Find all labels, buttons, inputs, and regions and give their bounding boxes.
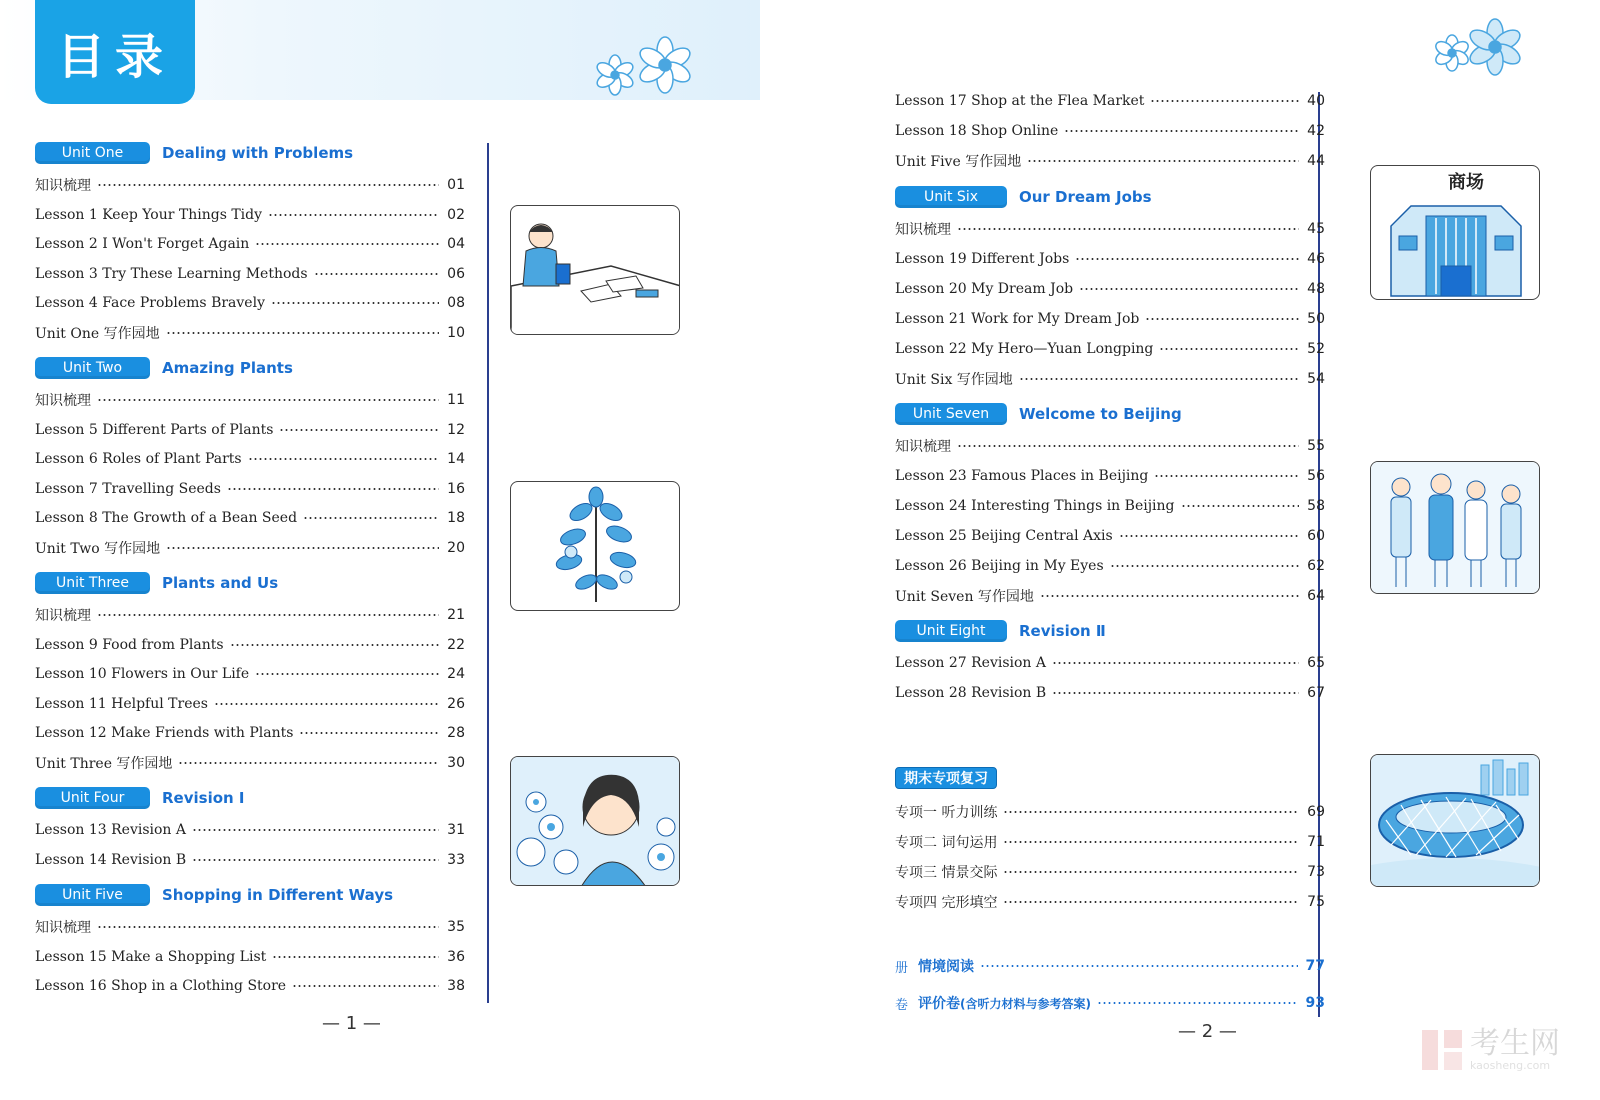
toc-row-label: Lesson 16 Shop in a Clothing Store (35, 978, 287, 994)
dot-leader (248, 458, 440, 460)
mall-building-icon (1371, 166, 1540, 300)
review-row[interactable] (895, 891, 1325, 913)
toc-row-label: Lesson 14 Revision B (35, 851, 187, 868)
unit-header[interactable] (35, 141, 353, 165)
toc-row-page: 56 (1307, 468, 1325, 484)
dot-leader (166, 332, 440, 334)
unit-title: Shopping in Different Ways (162, 886, 394, 904)
toc-row-page: 12 (447, 421, 465, 438)
illustration-plant (510, 481, 680, 611)
unit-pill: Unit One (35, 142, 150, 164)
toc-row[interactable] (35, 604, 465, 626)
toc-row-page: 48 (1307, 281, 1325, 297)
toc-row-label: Unit Two 写作园地 (35, 540, 161, 557)
dot-leader (1052, 662, 1299, 664)
toc-row-label: Lesson 10 Flowers in Our Life (35, 666, 250, 682)
dot-leader (957, 445, 1299, 447)
toc-row[interactable] (35, 322, 465, 344)
unit-pill: Unit Two (35, 357, 150, 379)
unit-title: Plants and Us (162, 574, 279, 592)
dot-leader (314, 273, 440, 275)
toc-row[interactable] (895, 338, 1325, 360)
watermark-text: 考生网 (1470, 1025, 1560, 1061)
bean-plant-icon (511, 482, 680, 611)
dot-leader (1150, 100, 1299, 102)
toc-row-page: 04 (447, 236, 465, 252)
toc-row[interactable] (895, 120, 1325, 142)
dot-leader (230, 644, 440, 646)
toc-row[interactable] (35, 292, 465, 314)
toc-row[interactable] (895, 90, 1325, 112)
dot-leader (97, 399, 439, 401)
toc-row[interactable] (895, 465, 1325, 487)
toc-row-page: 10 (447, 324, 465, 341)
toc-row[interactable] (895, 278, 1325, 300)
girl-flowers-icon (511, 757, 680, 886)
dot-leader (1097, 1002, 1298, 1004)
toc-row-label: Lesson 23 Famous Places in Beijing (895, 468, 1149, 484)
toc-row[interactable] (895, 652, 1325, 674)
toc-row-label: 专项三 情景交际 (895, 865, 998, 881)
extra-label-note: (含听力材料与参考答案) (960, 997, 1091, 1011)
unit-pill: Unit Three (35, 572, 150, 594)
illustration-people (1370, 461, 1540, 594)
dot-leader (1181, 505, 1300, 507)
toc-row-label: Lesson 3 Try These Learning Methods (35, 265, 308, 282)
toc-row-label: Unit Seven 写作园地 (895, 589, 1034, 605)
extra-page: 93 (1305, 995, 1325, 1011)
toc-row[interactable] (35, 975, 465, 997)
toc-row-label: Lesson 20 My Dream Job (895, 281, 1074, 297)
unit-header[interactable] (895, 185, 1152, 209)
toc-row-label: Lesson 8 The Growth of a Bean Seed (35, 510, 298, 526)
dot-leader (1003, 841, 1299, 843)
dot-leader (255, 243, 439, 245)
review-row[interactable] (895, 861, 1325, 883)
toc-row[interactable] (35, 849, 465, 871)
dot-leader (1145, 318, 1299, 320)
toc-row[interactable] (35, 537, 465, 559)
toc-row[interactable] (35, 419, 465, 441)
toc-row[interactable] (895, 308, 1325, 330)
extra-label (918, 956, 978, 976)
people-group-icon (1371, 462, 1540, 594)
toc-row-label: Lesson 22 My Hero—Yuan Longping (895, 341, 1154, 357)
toc-row-page: 02 (447, 206, 465, 223)
unit-title: Amazing Plants (162, 359, 293, 377)
dot-leader (268, 214, 439, 216)
unit-title: Welcome to Beijing (1019, 405, 1182, 423)
illustration-birds-nest-stadium (1370, 754, 1540, 887)
toc-row[interactable] (35, 233, 465, 255)
toc-row-page: 52 (1307, 341, 1325, 357)
unit-pill: Unit Six (895, 186, 1007, 208)
toc-row-label: Lesson 18 Shop Online (895, 123, 1059, 139)
dot-leader (957, 228, 1299, 230)
extra-mark: 卷 (895, 997, 909, 1013)
toc-row-label: 知识梳理 (35, 393, 91, 409)
boy-desk-icon (511, 206, 680, 335)
toc-row-label: Lesson 17 Shop at the Flea Market (895, 93, 1145, 109)
unit-pill: Unit Seven (895, 403, 1007, 425)
dot-leader (214, 703, 439, 705)
toc-row-page: 55 (1307, 438, 1325, 454)
toc-row-label: 知识梳理 (35, 178, 91, 194)
dot-leader (1075, 258, 1299, 260)
toc-row[interactable] (895, 248, 1325, 270)
toc-row-label: 知识梳理 (895, 222, 951, 238)
unit-header[interactable] (35, 786, 245, 810)
toc-row-page: 24 (447, 666, 465, 682)
unit-pill: Unit Four (35, 787, 150, 809)
toc-row-label: Unit Three 写作园地 (35, 755, 173, 772)
toc-row-label: 知识梳理 (35, 920, 91, 936)
dot-leader (303, 517, 439, 519)
toc-row-page: 42 (1307, 123, 1325, 139)
toc-row-label: Lesson 24 Interesting Things in Beijing (895, 498, 1175, 514)
toc-row[interactable] (895, 585, 1325, 607)
dot-leader (192, 859, 439, 861)
dot-leader (1159, 348, 1299, 350)
toc-row-page: 06 (447, 265, 465, 282)
extra-label-text: 情境阅读 (918, 959, 975, 975)
toc-row-label: 专项一 听力训练 (895, 805, 998, 821)
toc-row-page: 69 (1307, 804, 1325, 820)
unit-title: Dealing with Problems (162, 144, 354, 162)
mall-sign-text: 商场 (1448, 172, 1484, 193)
toc-row-page: 65 (1307, 655, 1325, 671)
toc-row-label: 知识梳理 (895, 439, 951, 455)
toc-row-page: 73 (1307, 864, 1325, 880)
page-number-right: — 2 — (1178, 1021, 1237, 1042)
toc-row[interactable] (35, 478, 465, 500)
toc-row-label: Lesson 27 Revision A (895, 655, 1046, 671)
toc-row-label: Lesson 12 Make Friends with Plants (35, 725, 294, 741)
toc-row-page: 45 (1307, 221, 1325, 237)
toc-row-page: 38 (447, 978, 465, 994)
dot-leader (227, 488, 439, 490)
unit-pill: Unit Five (35, 884, 150, 906)
toc-row-page: 75 (1307, 894, 1325, 910)
toc-row[interactable] (35, 722, 465, 744)
dot-leader (1040, 595, 1299, 597)
toc-row[interactable] (35, 634, 465, 656)
toc-row-page: 30 (447, 754, 465, 771)
toc-row[interactable] (895, 682, 1325, 704)
toc-row-page: 28 (447, 725, 465, 741)
toc-row[interactable] (35, 507, 465, 529)
toc-row-page: 54 (1307, 371, 1325, 387)
unit-title: Our Dream Jobs (1019, 188, 1152, 206)
stadium-icon (1371, 755, 1540, 887)
toc-row[interactable] (35, 916, 465, 938)
illustration-girl-flowers (510, 756, 680, 886)
unit-title: Revision Ⅰ (162, 789, 245, 807)
unit-header[interactable] (895, 402, 1182, 426)
unit-header[interactable] (35, 356, 293, 380)
dot-leader (1064, 130, 1299, 132)
toc-row-label: Lesson 13 Revision A (35, 822, 186, 838)
dot-leader (1003, 811, 1299, 813)
watermark-logo-icon (1420, 1028, 1464, 1072)
extra-label (918, 993, 1095, 1013)
left-toc-column (35, 0, 465, 1040)
toc-row-label: Lesson 21 Work for My Dream Job (895, 311, 1140, 327)
dot-leader (1019, 378, 1299, 380)
toc-row-label: Lesson 4 Face Problems Bravely (35, 295, 265, 311)
illustration-mall (1370, 165, 1540, 300)
dot-leader (1110, 565, 1300, 567)
dot-leader (97, 184, 439, 186)
review-row[interactable] (895, 801, 1325, 823)
dot-leader (292, 985, 439, 987)
toc-row-label: Lesson 2 I Won't Forget Again (35, 236, 250, 252)
toc-row-page: 46 (1307, 251, 1325, 267)
toc-row-page: 44 (1307, 153, 1325, 169)
dot-leader (178, 762, 439, 764)
dot-leader (1052, 692, 1299, 694)
left-divider (487, 143, 489, 1003)
toc-row-page: 01 (447, 177, 465, 193)
page-title: 目录 (56, 28, 173, 85)
dot-leader (1003, 871, 1299, 873)
toc-row-page: 62 (1307, 558, 1325, 574)
dot-leader (97, 614, 439, 616)
toc-row[interactable] (895, 368, 1325, 390)
toc-row[interactable] (35, 752, 465, 774)
toc-row-page: 67 (1307, 685, 1325, 701)
toc-row[interactable] (35, 263, 465, 285)
unit-header[interactable] (35, 571, 278, 595)
dot-leader (272, 956, 439, 958)
toc-row-label: 专项四 完形填空 (895, 895, 998, 911)
unit-pill: Unit Eight (895, 620, 1007, 642)
toc-row-label: Lesson 9 Food from Plants (35, 636, 224, 653)
dot-leader (97, 926, 439, 928)
toc-row-page: 21 (447, 607, 465, 623)
toc-row-page: 31 (447, 822, 465, 838)
toc-row-page: 58 (1307, 498, 1325, 514)
dot-leader (271, 302, 439, 304)
toc-row[interactable] (35, 389, 465, 411)
toc-row-page: 35 (447, 919, 465, 935)
toc-row[interactable] (895, 525, 1325, 547)
toc-row[interactable] (35, 819, 465, 841)
toc-row-page: 11 (447, 392, 465, 408)
unit-header[interactable] (895, 619, 1106, 643)
dot-leader (1027, 160, 1299, 162)
toc-row-label: Lesson 26 Beijing in My Eyes (895, 558, 1104, 574)
toc-row-page: 18 (447, 510, 465, 526)
toc-row[interactable] (35, 448, 465, 470)
extra-label-text: 评价卷 (918, 996, 961, 1012)
toc-row[interactable] (35, 663, 465, 685)
toc-row[interactable] (895, 435, 1325, 457)
dot-leader (166, 547, 439, 549)
extra-row[interactable] (895, 992, 1325, 1014)
toc-row-label: Lesson 7 Travelling Seeds (35, 480, 221, 497)
toc-row-label: 专项二 词句运用 (895, 835, 998, 851)
watermark (1420, 1025, 1560, 1072)
toc-row[interactable] (895, 150, 1325, 172)
toc-row-label: 知识梳理 (35, 608, 91, 624)
toc-row-label: Lesson 6 Roles of Plant Parts (35, 451, 242, 467)
toc-row-label: Lesson 15 Make a Shopping List (35, 948, 267, 965)
toc-row[interactable] (35, 204, 465, 226)
flower-decoration-icon (585, 30, 705, 100)
dot-leader (299, 732, 439, 734)
dot-leader (1154, 475, 1299, 477)
toc-row-page: 33 (447, 851, 465, 868)
toc-row-label: Lesson 11 Helpful Trees (35, 695, 208, 712)
toc-row[interactable] (895, 555, 1325, 577)
toc-row-page: 26 (447, 695, 465, 712)
right-toc-column (895, 0, 1325, 1040)
unit-title: Revision Ⅱ (1019, 622, 1106, 640)
watermark-sub: kaosheng.com (1470, 1058, 1551, 1072)
toc-row-page: 14 (447, 451, 465, 467)
toc-row-page: 20 (447, 539, 465, 556)
toc-row[interactable] (35, 946, 465, 968)
dot-leader (279, 429, 439, 431)
toc-row-label: Lesson 25 Beijing Central Axis (895, 528, 1113, 544)
dot-leader (1079, 288, 1299, 290)
toc-row-page: 36 (447, 948, 465, 965)
dot-leader (980, 965, 1298, 967)
toc-row-label: Unit Five 写作园地 (895, 154, 1022, 170)
toc-row-label: Lesson 5 Different Parts of Plants (35, 421, 274, 438)
toc-row-page: 40 (1307, 93, 1325, 109)
toc-row[interactable] (895, 218, 1325, 240)
toc-row-label: Lesson 19 Different Jobs (895, 251, 1070, 267)
toc-row-label: Lesson 1 Keep Your Things Tidy (35, 206, 263, 223)
toc-row[interactable] (35, 174, 465, 196)
unit-header[interactable] (35, 883, 393, 907)
toc-row-page: 50 (1307, 311, 1325, 327)
extra-page: 77 (1305, 958, 1325, 974)
toc-row-label: Unit One 写作园地 (35, 325, 160, 342)
toc-row-label: Unit Six 写作园地 (895, 372, 1013, 388)
toc-row-page: 08 (447, 295, 465, 311)
toc-row-page: 22 (447, 636, 465, 653)
toc-row[interactable] (895, 495, 1325, 517)
dot-leader (192, 829, 439, 831)
dot-leader (255, 673, 439, 675)
toc-row-page: 71 (1307, 834, 1325, 850)
extra-mark: 册 (895, 960, 909, 976)
final-review-pill[interactable]: 期末专项复习 (895, 767, 997, 789)
page-number-left: — 1 — (322, 1013, 381, 1034)
toc-row-page: 16 (447, 480, 465, 497)
toc-row-page: 64 (1307, 588, 1325, 604)
extra-row[interactable] (895, 955, 1325, 977)
flower-decoration-icon (1430, 15, 1530, 85)
dot-leader (1003, 901, 1299, 903)
toc-row[interactable] (35, 693, 465, 715)
dot-leader (1119, 535, 1299, 537)
illustration-boy-at-desk (510, 205, 680, 335)
review-row[interactable] (895, 831, 1325, 853)
toc-row-label: Lesson 28 Revision B (895, 685, 1047, 701)
toc-row-page: 60 (1307, 528, 1325, 544)
